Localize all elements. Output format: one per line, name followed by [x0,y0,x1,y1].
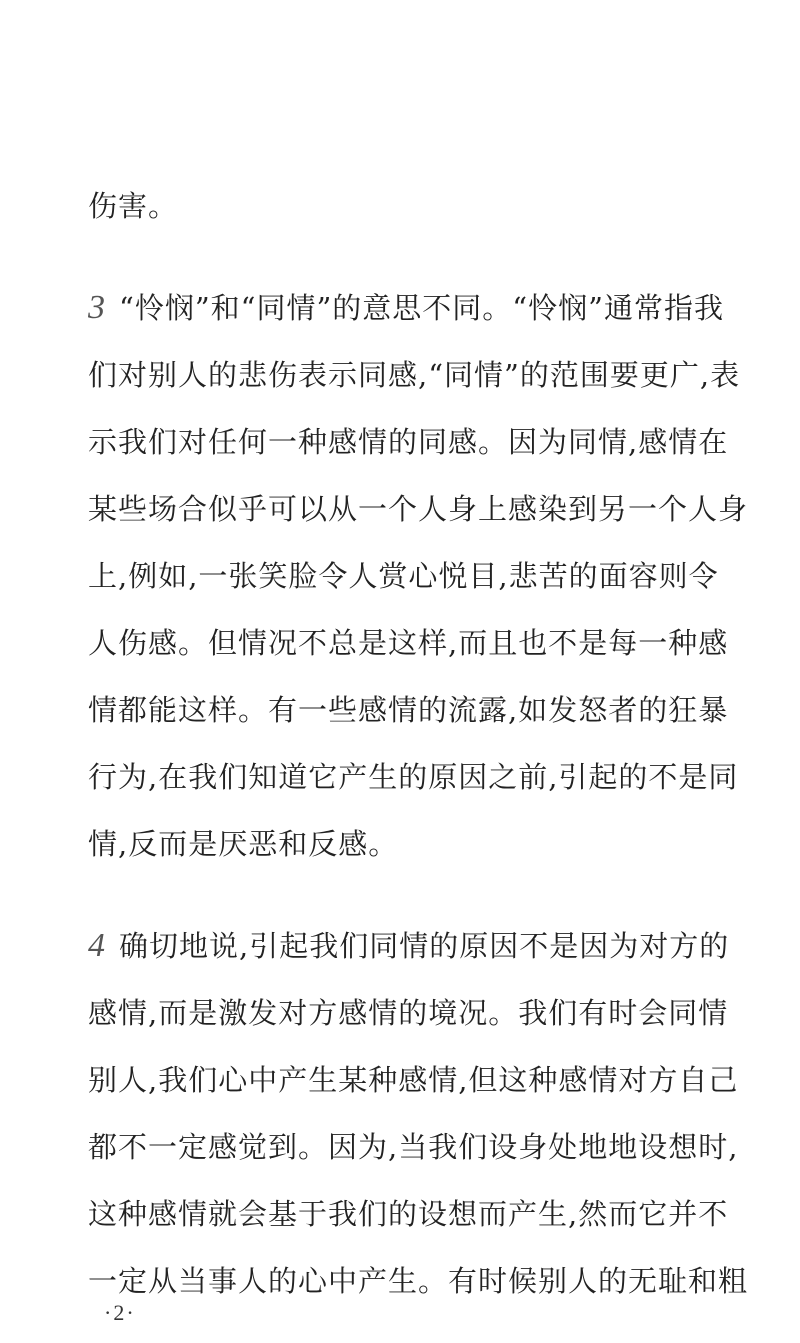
text-line [88,1263,749,1299]
line-text: 示我们对任何一种感情的同感。因为同情,感情在 [88,425,729,459]
text-line [88,625,736,661]
paragraph-3-line-1 [88,290,736,326]
text-line [88,1129,739,1165]
line-text: 行为,在我们知道它产生的原因之前,引起的不是同 [88,760,739,794]
text-line [88,558,736,594]
line-text: 人伤感。但情况不总是这样,而且也不是每一种感 [88,626,729,660]
text-line [88,1196,736,1232]
text-line [88,1062,739,1098]
line-text: 上,例如,一张笑脸令人赏心悦目,悲苦的面容则令 [88,559,719,593]
text-line [88,995,736,1031]
line-text: 这种感情就会基于我们的设想而产生,然而它并不 [88,1197,729,1231]
text-line [88,759,739,795]
text-line [88,424,736,460]
line-text: 确切地说,引起我们同情的原因不是因为对方的 [119,929,730,963]
paragraph-number: 3 [88,289,105,326]
page-number: ·2· [104,1300,136,1325]
text-line [88,357,741,393]
line-text: 情都能这样。有一些感情的流露,如发怒者的狂暴 [88,693,729,727]
text-line [88,692,736,728]
line-text: 一定从当事人的心中产生。有时候别人的无耻和粗 [88,1264,749,1298]
text-line [88,491,749,527]
line-text: 情,反而是厌恶和反感。 [88,827,399,861]
line-text: 们对别人的悲伤表示同感,“同情”的范围要更广,表 [88,358,741,392]
paragraph-number: 4 [88,927,105,964]
paragraph-4-line-1 [88,928,736,964]
text-line [88,188,736,224]
text-line [88,826,736,862]
line-text: 伤害。 [88,189,179,223]
line-text: 感情,而是激发对方感情的境况。我们有时会同情 [88,996,729,1030]
line-text: 别人,我们心中产生某种感情,但这种感情对方自己 [88,1063,739,1097]
line-text: 某些场合似乎可以从一个人身上感染到另一个人身 [88,492,749,526]
line-text: 都不一定感觉到。因为,当我们设身处地地设想时, [88,1130,739,1164]
line-text: “怜悯”和“同情”的意思不同。“怜悯”通常指我 [119,291,724,325]
